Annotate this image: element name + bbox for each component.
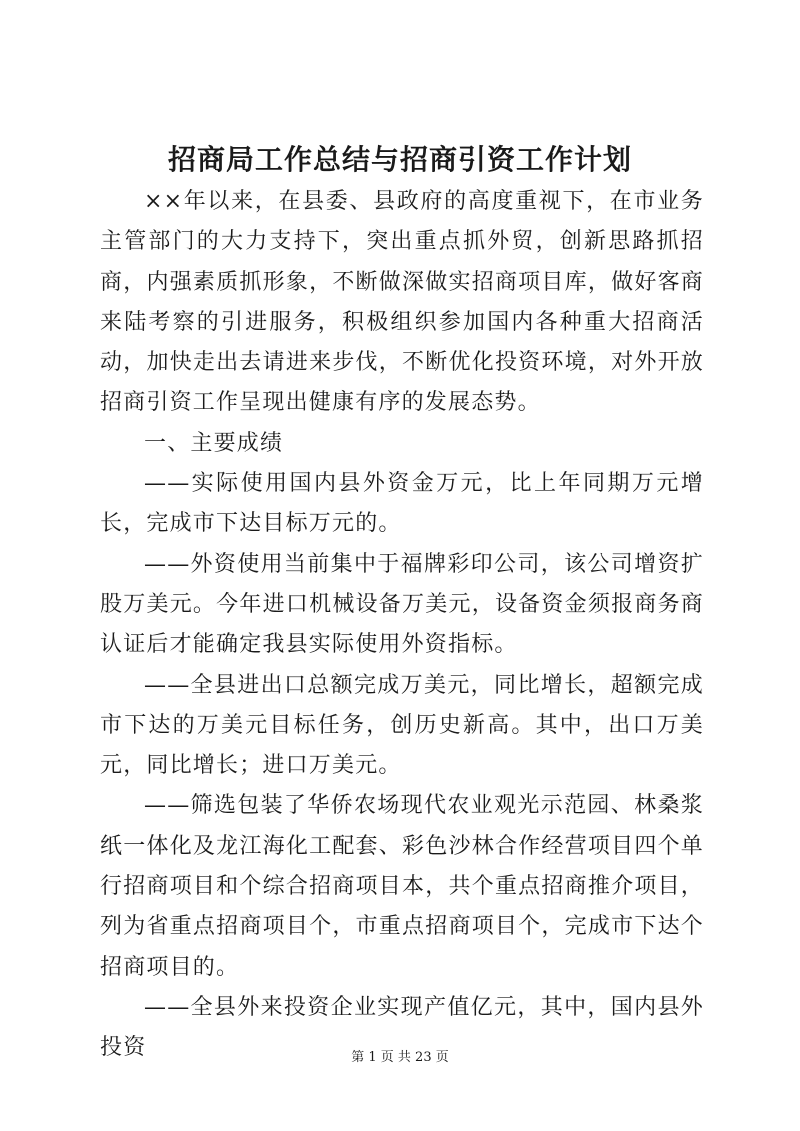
paragraph-intro: ××年以来，在县委、县政府的高度重视下，在市业务主管部门的大力支持下，突出重点抓外贸，创新思路抓招商，内强素质抓形象，不断做深做实招商项目库，做好客商来陆考察的引进服务，积极组织参加国内各种重大招商活动，加快走出去请进来步伐，不断优化投资环境，对外开放招商引资工作呈现出健康有序的发展态势。 — [100, 189, 704, 416]
document-body — [100, 182, 704, 1069]
paragraph-domestic-capital: ——实际使用国内县外资金万元，比上年同期万元增长，完成市下达目标万元的。 — [100, 471, 704, 537]
paragraph-output-value: ——全县外来投资企业实现产值亿元，其中，国内县外投资 — [100, 994, 704, 1061]
document-title: 招商局工作总结与招商引资工作计划 — [167, 143, 632, 176]
paragraph-import-export: ——全县进出口总额完成万美元，同比增长，超额完成市下达的万美元目标任务，创历史新高。其中，出口万美元，同比增长；进口万美元。 — [100, 672, 704, 779]
page-number-footer: 第 1 页 共 23 页 — [351, 1050, 449, 1065]
paragraph-projects: ——筛选包装了华侨农场现代农业观光示范园、林桑浆纸一体化及龙江海化工配套、彩色沙林合作经营项目四个单行招商项目和个综合招商项目本，共个重点招商推介项目，列为省重点招商项目个，市重点招商项目个，完成市下达个招商项目的。 — [100, 793, 704, 980]
paragraph-foreign-capital: ——外资使用当前集中于福牌彩印公司，该公司增资扩股万美元。今年进口机械设备万美元，设备资金须报商务商认证后才能确定我县实际使用外资指标。 — [100, 551, 704, 658]
section-heading: 一、主要成绩 — [144, 430, 284, 456]
